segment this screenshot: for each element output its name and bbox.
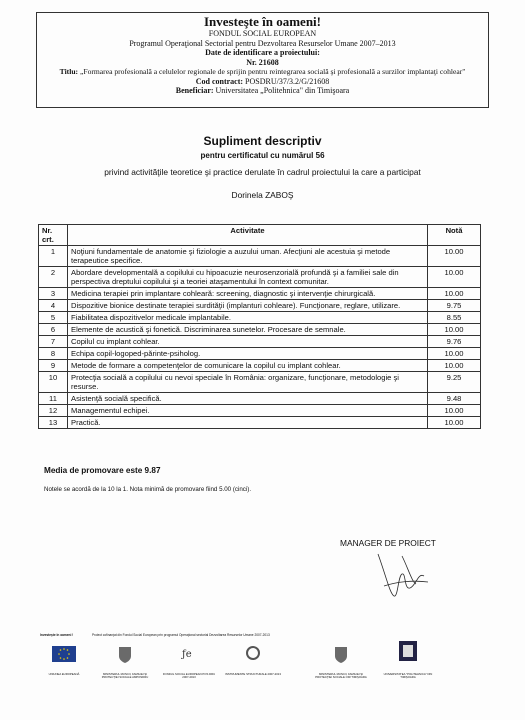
row-grade: 10.00 xyxy=(428,288,481,300)
row-grade: 9.25 xyxy=(428,372,481,393)
beneficiar-text: Universitatea „Politehnica" din Timişoara xyxy=(215,86,350,96)
row-activity: Medicina terapiei prin implantare cohleară: screening, diagnostic şi intervenţie chirurgicală. xyxy=(68,288,428,300)
row-number: 5 xyxy=(39,312,68,324)
row-number: 2 xyxy=(39,267,68,288)
row-grade: 9.76 xyxy=(428,336,481,348)
header-id-label: Date de identificare a proiectului: xyxy=(205,48,320,58)
row-activity: Asistenţă socială specifică. xyxy=(68,393,428,405)
table-row xyxy=(39,288,481,300)
titlu-text: „Formarea profesională a celulelor regionale de sprijin pentru reintegrarea socială şi profesională a surzilor implantaţi cohlear" xyxy=(79,67,466,77)
row-grade: 9.75 xyxy=(428,300,481,312)
table-row xyxy=(39,246,481,267)
row-grade: 10.00 xyxy=(428,417,481,429)
table-row xyxy=(39,336,481,348)
cod-text: POSDRU/37/3.2/G/21608 xyxy=(245,76,330,86)
beneficiar-label: Beneficiar: xyxy=(175,86,214,96)
row-activity: Dispozitive bionice destinate terapiei surdităţii (implanturi cohleare). Funcţionare, reglare, utilizare. xyxy=(68,300,428,312)
row-number: 12 xyxy=(39,405,68,417)
table-row xyxy=(39,324,481,336)
structural-instruments-logo xyxy=(246,646,260,665)
oir-coat-of-arms-logo xyxy=(334,646,348,669)
row-activity: Practică. xyxy=(68,417,428,429)
row-grade: 10.00 xyxy=(428,405,481,417)
row-number: 8 xyxy=(39,348,68,360)
logo-label: INSTRUMENTE STRUCTURALE 2007-2013 xyxy=(225,672,281,676)
table-row xyxy=(39,417,481,429)
row-number: 1 xyxy=(39,246,68,267)
table-row xyxy=(39,312,481,324)
table-row xyxy=(39,360,481,372)
row-grade: 10.00 xyxy=(428,267,481,288)
fse-logo xyxy=(180,646,198,665)
ministry-coat-of-arms-logo xyxy=(118,646,132,669)
row-number: 4 xyxy=(39,300,68,312)
table-row xyxy=(39,405,481,417)
titlu-label: Titlu: xyxy=(59,67,79,77)
activities-description-line: privind activităţile teoretice şi practice derulate în cadrul proiectului la care a participat xyxy=(104,167,421,177)
table-row xyxy=(39,300,481,312)
row-activity: Echipa copil-logoped-părinte-psiholog. xyxy=(68,348,428,360)
column-header-nr: Nr. crt. xyxy=(39,225,68,246)
row-grade: 10.00 xyxy=(428,324,481,336)
row-grade: 10.00 xyxy=(428,348,481,360)
logo-label: FONDUL SOCIAL EUROPEAN POS DRU 2007-2013 xyxy=(162,672,216,680)
header-contract-code xyxy=(37,77,488,87)
table-row xyxy=(39,348,481,360)
row-grade: 9.48 xyxy=(428,393,481,405)
row-number: 10 xyxy=(39,372,68,393)
header-program: Programul Operaţional Sectorial pentru Dezvoltarea Resurselor Umane 2007–2013 xyxy=(129,38,396,48)
logo-label: UNIVERSITATEA "POLITEHNICA" DIN TIMIŞOARA xyxy=(383,672,433,680)
header-project-title xyxy=(37,67,488,76)
logo-label: MINISTERUL MUNCII, FAMILIEI ŞI PROTECŢIEI SOCIALE OIR TIMIŞOARA xyxy=(315,672,367,680)
cod-label: Cod contract: xyxy=(195,76,244,86)
row-activity: Noţiuni fundamentale de anatomie şi fiziologie a auzului uman. Afecţiuni ale acestuia şi metode terapeutice specifice. xyxy=(68,246,428,267)
svg-text:ƒe: ƒe xyxy=(182,649,192,660)
eu-flag-logo xyxy=(52,646,76,667)
row-activity: Copilul cu implant cohlear. xyxy=(68,336,428,348)
header-beneficiary xyxy=(37,86,488,96)
row-number: 7 xyxy=(39,336,68,348)
table-row xyxy=(39,372,481,393)
row-activity: Managementul echipei. xyxy=(68,405,428,417)
document-title: Supliment descriptiv xyxy=(203,134,322,148)
row-activity: Metode de formare a competenţelor de comunicare la copilul cu implant cohlear. xyxy=(68,360,428,372)
row-activity: Abordare developmentală a copilului cu hipoacuzie neurosenzorială profundă şi a familiei sale din perspectiva dreptului copilului şi a teoriei ataşamentului în context comunitar. xyxy=(68,267,428,288)
row-activity: Elemente de acustică şi fonetică. Discriminarea sunetelor. Procesare de semnale. xyxy=(68,324,428,336)
footer-program-text: Proiect cofinanţat din Fondul Social European prin programul Operaţional sectorial Dezvoltarea Resurselor Umane 2007-2013 xyxy=(92,633,270,637)
logo-label: MINISTERUL MUNCII, FAMILIEI ŞI PROTECŢIEI SOCIALE AMPOSDRU xyxy=(101,672,149,680)
signature-image xyxy=(372,546,432,602)
column-header-grade: Notă xyxy=(428,225,481,246)
column-header-activity: Activitate xyxy=(68,225,428,246)
footer-slogan: Investeşte în oameni ! xyxy=(40,633,74,637)
header-slogan: Investeşte în oameni! xyxy=(204,14,321,29)
header-fund: FONDUL SOCIAL EUROPEAN xyxy=(208,29,317,38)
average-grade: Media de promovare este 9.87 xyxy=(44,466,161,475)
row-number: 9 xyxy=(39,360,68,372)
university-logo xyxy=(398,640,418,667)
project-manager-label: MANAGER DE PROIECT xyxy=(340,538,436,548)
grading-note: Notele se acordă de la 10 la 1. Nota minimă de promovare fiind 5.00 (cinci). xyxy=(44,486,252,493)
row-number: 6 xyxy=(39,324,68,336)
row-activity: Fiabilitatea dispozitivelor medicale implantabile. xyxy=(68,312,428,324)
row-activity: Protecţia socială a copilului cu nevoi speciale în România: organizare, funcţionare, metodologie şi resurse. xyxy=(68,372,428,393)
row-grade: 10.00 xyxy=(428,246,481,267)
table-header-row xyxy=(39,225,481,246)
activities-table xyxy=(38,224,481,429)
participant-name: Dorinela ZABOŞ xyxy=(231,190,294,200)
project-header-box xyxy=(36,12,489,108)
table-row xyxy=(39,267,481,288)
row-number: 11 xyxy=(39,393,68,405)
row-grade: 10.00 xyxy=(428,360,481,372)
header-project-number: Nr. 21608 xyxy=(246,57,279,67)
row-number: 13 xyxy=(39,417,68,429)
row-number: 3 xyxy=(39,288,68,300)
logo-label: UNIUNEA EUROPEANĂ xyxy=(48,672,80,676)
row-grade: 8.55 xyxy=(428,312,481,324)
certificate-number-line: pentru certificatul cu numărul 56 xyxy=(200,151,325,160)
table-row xyxy=(39,393,481,405)
